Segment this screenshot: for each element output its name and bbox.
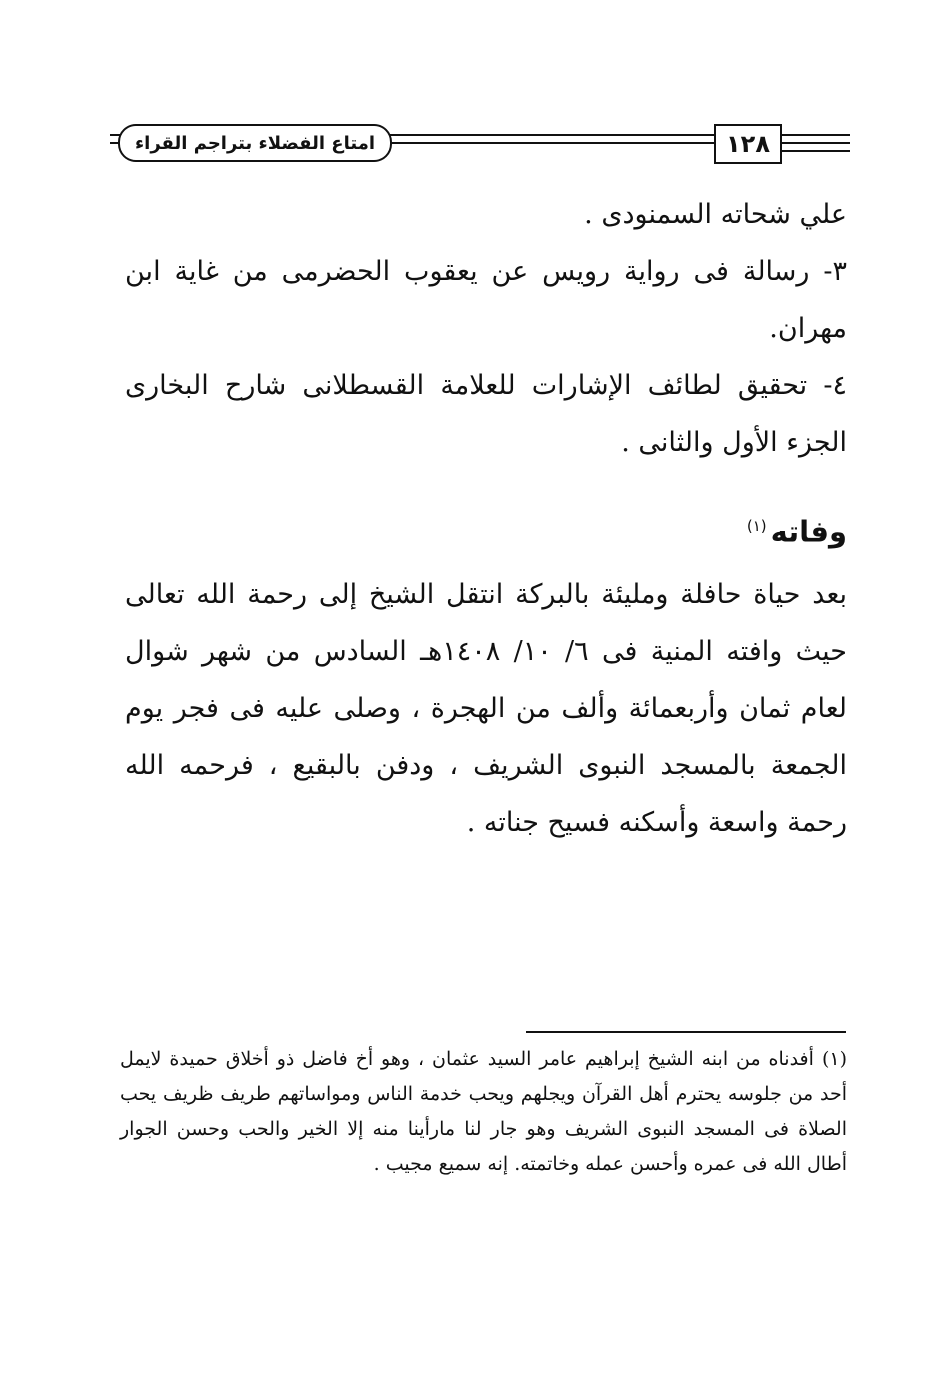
footnote <box>120 1042 847 1182</box>
list-item-4: ٤- تحقيق لطائف الإشارات للعلامة القسطلانى شارح البخارى الجزء الأول والثانى . <box>125 370 847 458</box>
section-heading-text: وفاته <box>770 514 847 549</box>
header-rule-bottom <box>778 150 850 152</box>
footnote-number: (١) <box>821 1048 847 1070</box>
text-line: علي شحاته السمنودى . <box>584 199 847 230</box>
list-item-3: ٣- رسالة فى رواية رويس عن يعقوب الحضرمى من غاية ابن مهران. <box>125 256 847 344</box>
page-number: ١٢٨ <box>714 124 782 164</box>
footnote-text: أفدناه من ابنه الشيخ إبراهيم عامر السيد عثمان ، وهو أخ فاضل ذو أخلاق حميدة لايمل أحد من جلوسه يحترم أهل القرآن ويجلهم ويحب خدمة الناس ومواساتهم طريف ظريف يحب الصلاة فى المسجد النبوى الشريف وهو جار لنا مارأينا منه إلا الخير والحب وحسن الجوار أطال الله فى عمره وأحسن عمله وخاتمته. إنه سميع مجيب . <box>120 1048 847 1175</box>
page-header <box>110 120 850 166</box>
section-heading <box>600 500 847 558</box>
main-text-bottom <box>125 566 847 851</box>
footnote-separator <box>526 1031 846 1033</box>
book-title: امتاع الفضلاء بتراجم القراء <box>118 124 392 162</box>
footnotes <box>120 1042 847 1182</box>
footnote-ref: (١) <box>746 517 767 535</box>
main-text-top <box>125 186 847 471</box>
death-paragraph: بعد حياة حافلة ومليئة بالبركة انتقل الشيخ إلى رحمة الله تعالى حيث وافته المنية فى ٦/ ١٠/ ١٤٠٨هـ السادس من شهر شوال لعام ثمان وأربعمائة وألف من الهجرة ، وصلى عليه فى فجر يوم الجمعة بالمسجد النبوى الشريف ، ودفن بالبقيع ، فرحمه الله رحمة واسعة وأسكنه فسيح جناته . <box>125 579 847 838</box>
